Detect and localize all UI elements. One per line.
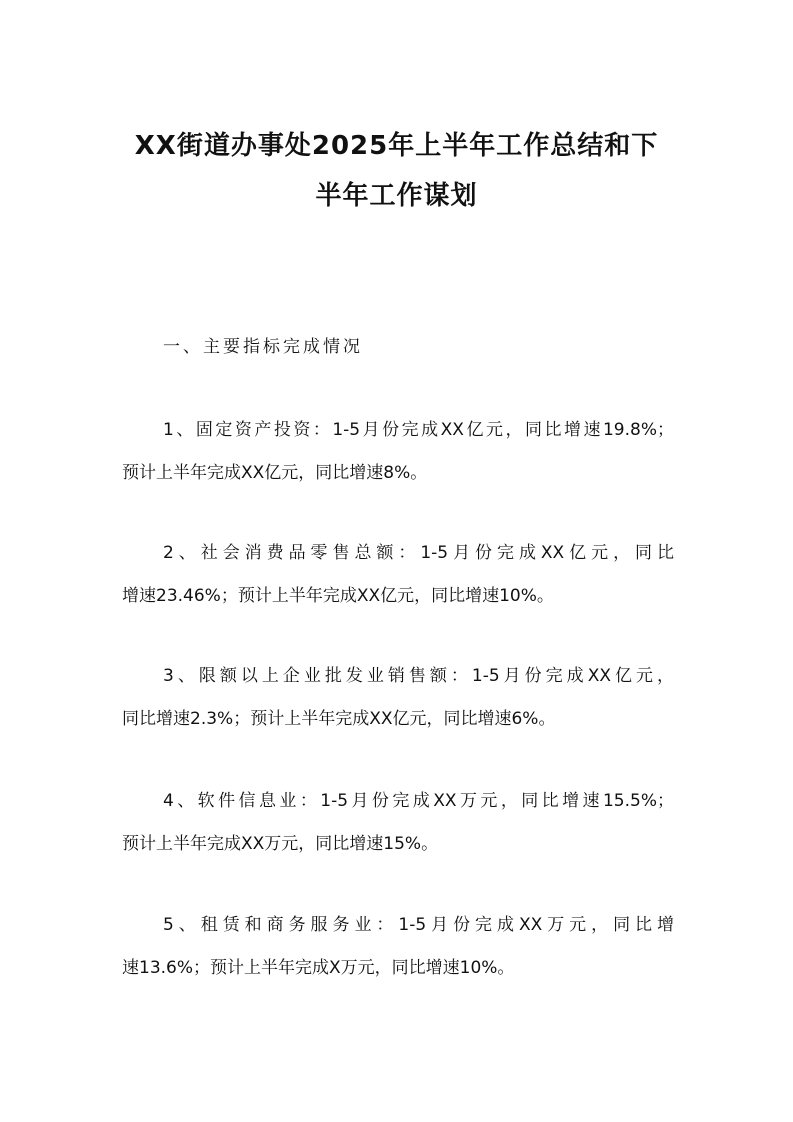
document-title-line-2: 半年工作谋划 bbox=[315, 181, 478, 211]
paragraph-software-information bbox=[122, 780, 674, 866]
paragraph-line: 增速23.46%；预计上半年完成XX亿元，同比增速10%。 bbox=[122, 586, 554, 606]
paragraph-line: 同比增速2.3%；预计上半年完成XX亿元，同比增速6%。 bbox=[122, 709, 556, 729]
paragraph-line: 预计上半年完成XX亿元，同比增速8%。 bbox=[122, 463, 428, 483]
paragraph-line: 预计上半年完成XX万元，同比增速15%。 bbox=[122, 834, 439, 854]
paragraph-leasing-business-services bbox=[122, 904, 674, 990]
paragraph-fixed-asset-investment bbox=[122, 409, 674, 495]
paragraph-line: 1、固定资产投资：1-5月份完成XX亿元，同比增速19.8%； bbox=[163, 420, 674, 440]
document-title-line-1: XX街道办事处2025年上半年工作总结和下 bbox=[134, 131, 659, 161]
section-heading: 一、主要指标完成情况 bbox=[163, 337, 363, 357]
paragraph-line: 5、租赁和商务服务业：1-5月份完成XX万元，同比增 bbox=[163, 915, 674, 935]
paragraph-wholesale-sales bbox=[122, 655, 674, 741]
paragraph-line: 速13.6%；预计上半年完成X万元，同比增速10%。 bbox=[122, 958, 515, 978]
paragraph-line: 4、软件信息业：1-5月份完成XX万元，同比增速15.5%； bbox=[163, 791, 674, 811]
paragraph-retail-sales bbox=[122, 532, 674, 618]
paragraph-line: 2、社会消费品零售总额：1-5月份完成XX亿元，同比 bbox=[163, 543, 674, 563]
paragraph-line: 3、限额以上企业批发业销售额：1-5月份完成XX亿元， bbox=[163, 666, 674, 686]
